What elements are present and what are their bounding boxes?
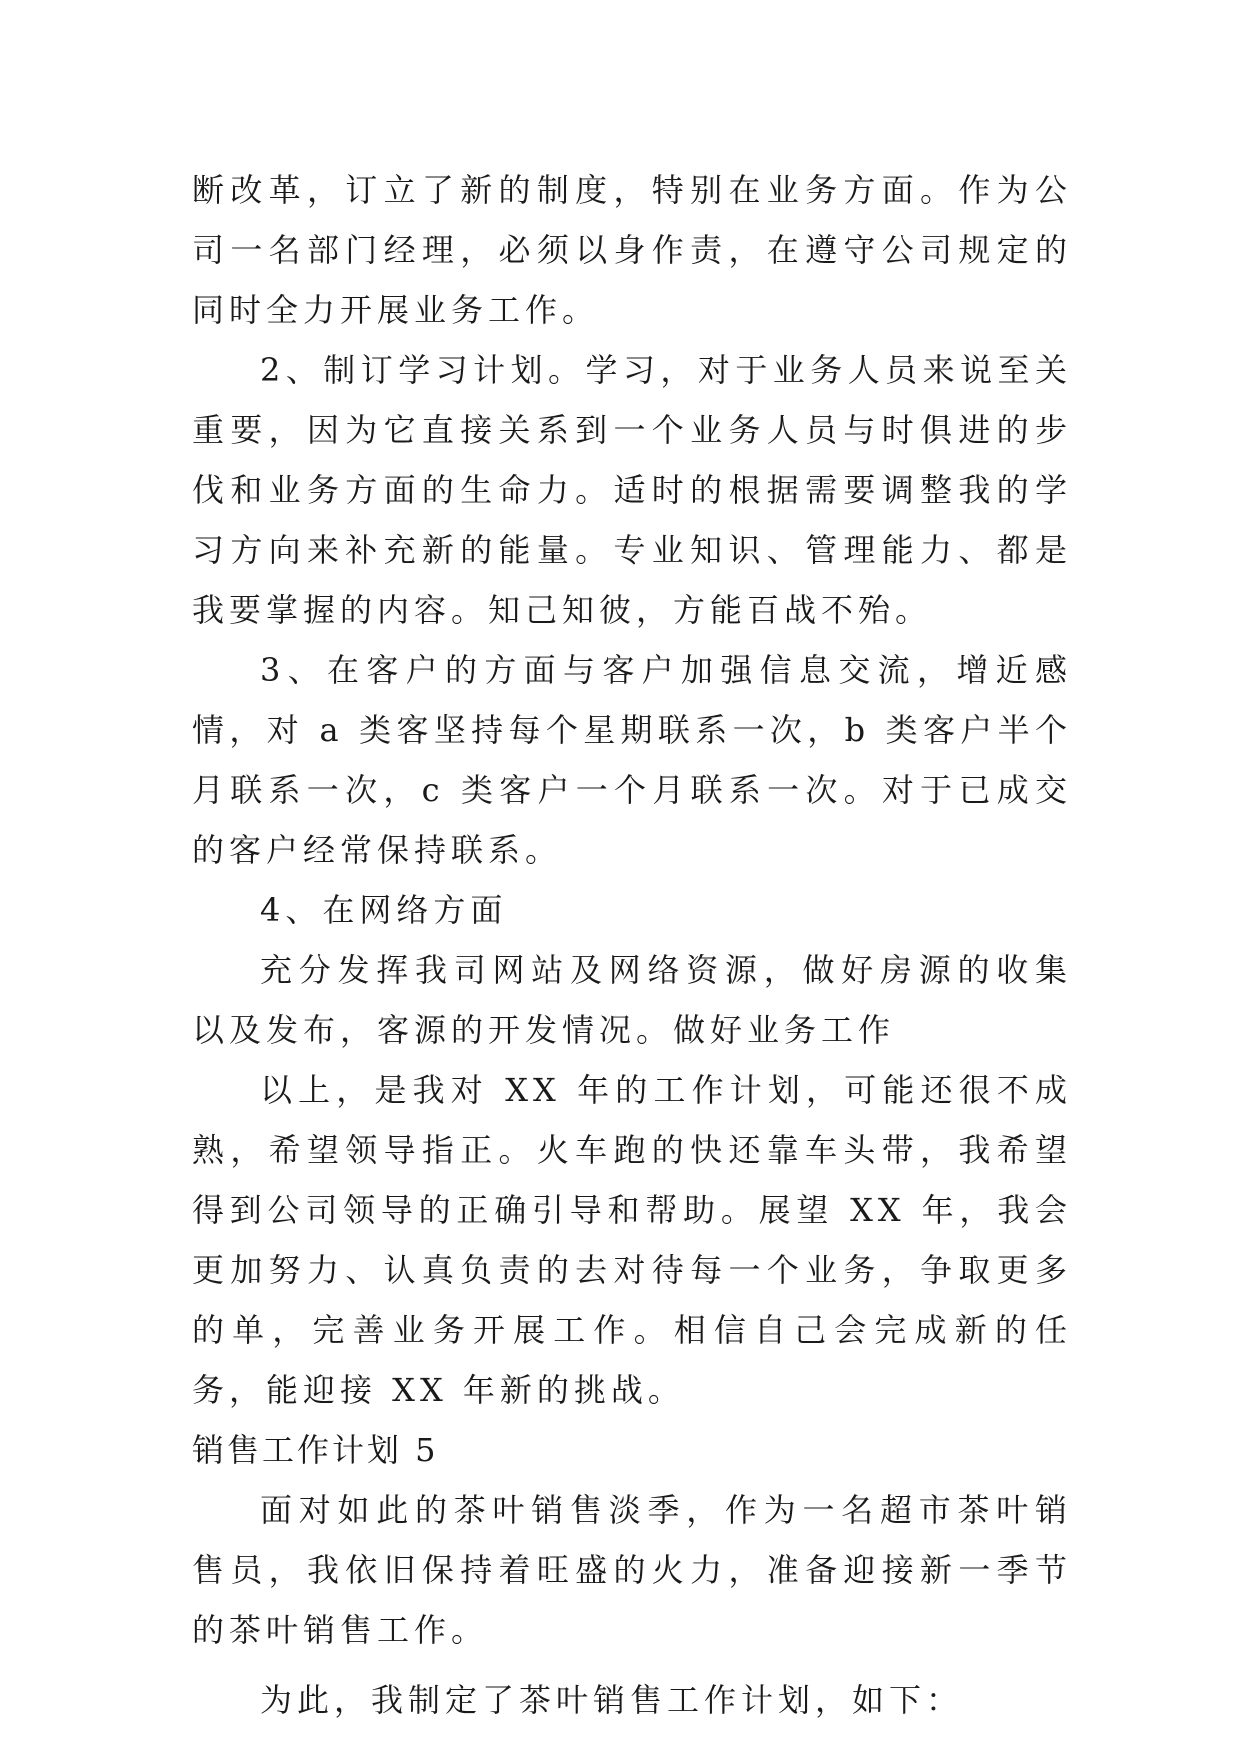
paragraph-continuation: 断改革，订立了新的制度，特别在业务方面。作为公司一名部门经理，必须以身作责，在遵守公司规定的同时全力开展业务工作。 xyxy=(192,171,1072,329)
paragraph-study-plan: 2、制订学习计划。学习，对于业务人员来说至关重要，因为它直接关系到一个业务人员与时俱进的步伐和业务方面的生命力。适时的根据需要调整我的学习方向来补充新的能量。专业知识、管理能力、都是我要掌握的内容。知己知彼，方能百战不殆。 xyxy=(192,351,1072,629)
document-body xyxy=(192,160,1072,1730)
paragraph-tea-intro: 面对如此的茶叶销售淡季，作为一名超市茶叶销售员，我依旧保持着旺盛的火力，准备迎接新一季节的茶叶销售工作。 xyxy=(192,1491,1072,1649)
paragraph-network-detail: 充分发挥我司网站及网络资源，做好房源的收集以及发布，客源的开发情况。做好业务工作 xyxy=(192,951,1072,1049)
section-title: 销售工作计划 5 xyxy=(192,1431,439,1469)
paragraph-network-heading: 4、在网络方面 xyxy=(260,891,508,929)
paragraph-conclusion: 以上，是我对 XX 年的工作计划，可能还很不成熟，希望领导指正。火车跑的快还靠车头带，我希望得到公司领导的正确引导和帮助。展望 XX 年，我会更加努力、认真负责的去对待每一个业务，争取更多的单，完善业务开展工作。相信自己会完成新的任务，能迎接 XX 年新的挑战。 xyxy=(192,1071,1072,1409)
paragraph-tea-plan: 为此，我制定了茶叶销售工作计划，如下： xyxy=(260,1681,964,1719)
paragraph-customer-contact: 3、在客户的方面与客户加强信息交流，增近感情，对 a 类客坚持每个星期联系一次，b 类客户半个月联系一次，c 类客户一个月联系一次。对于已成交的客户经常保持联系。 xyxy=(192,651,1072,869)
